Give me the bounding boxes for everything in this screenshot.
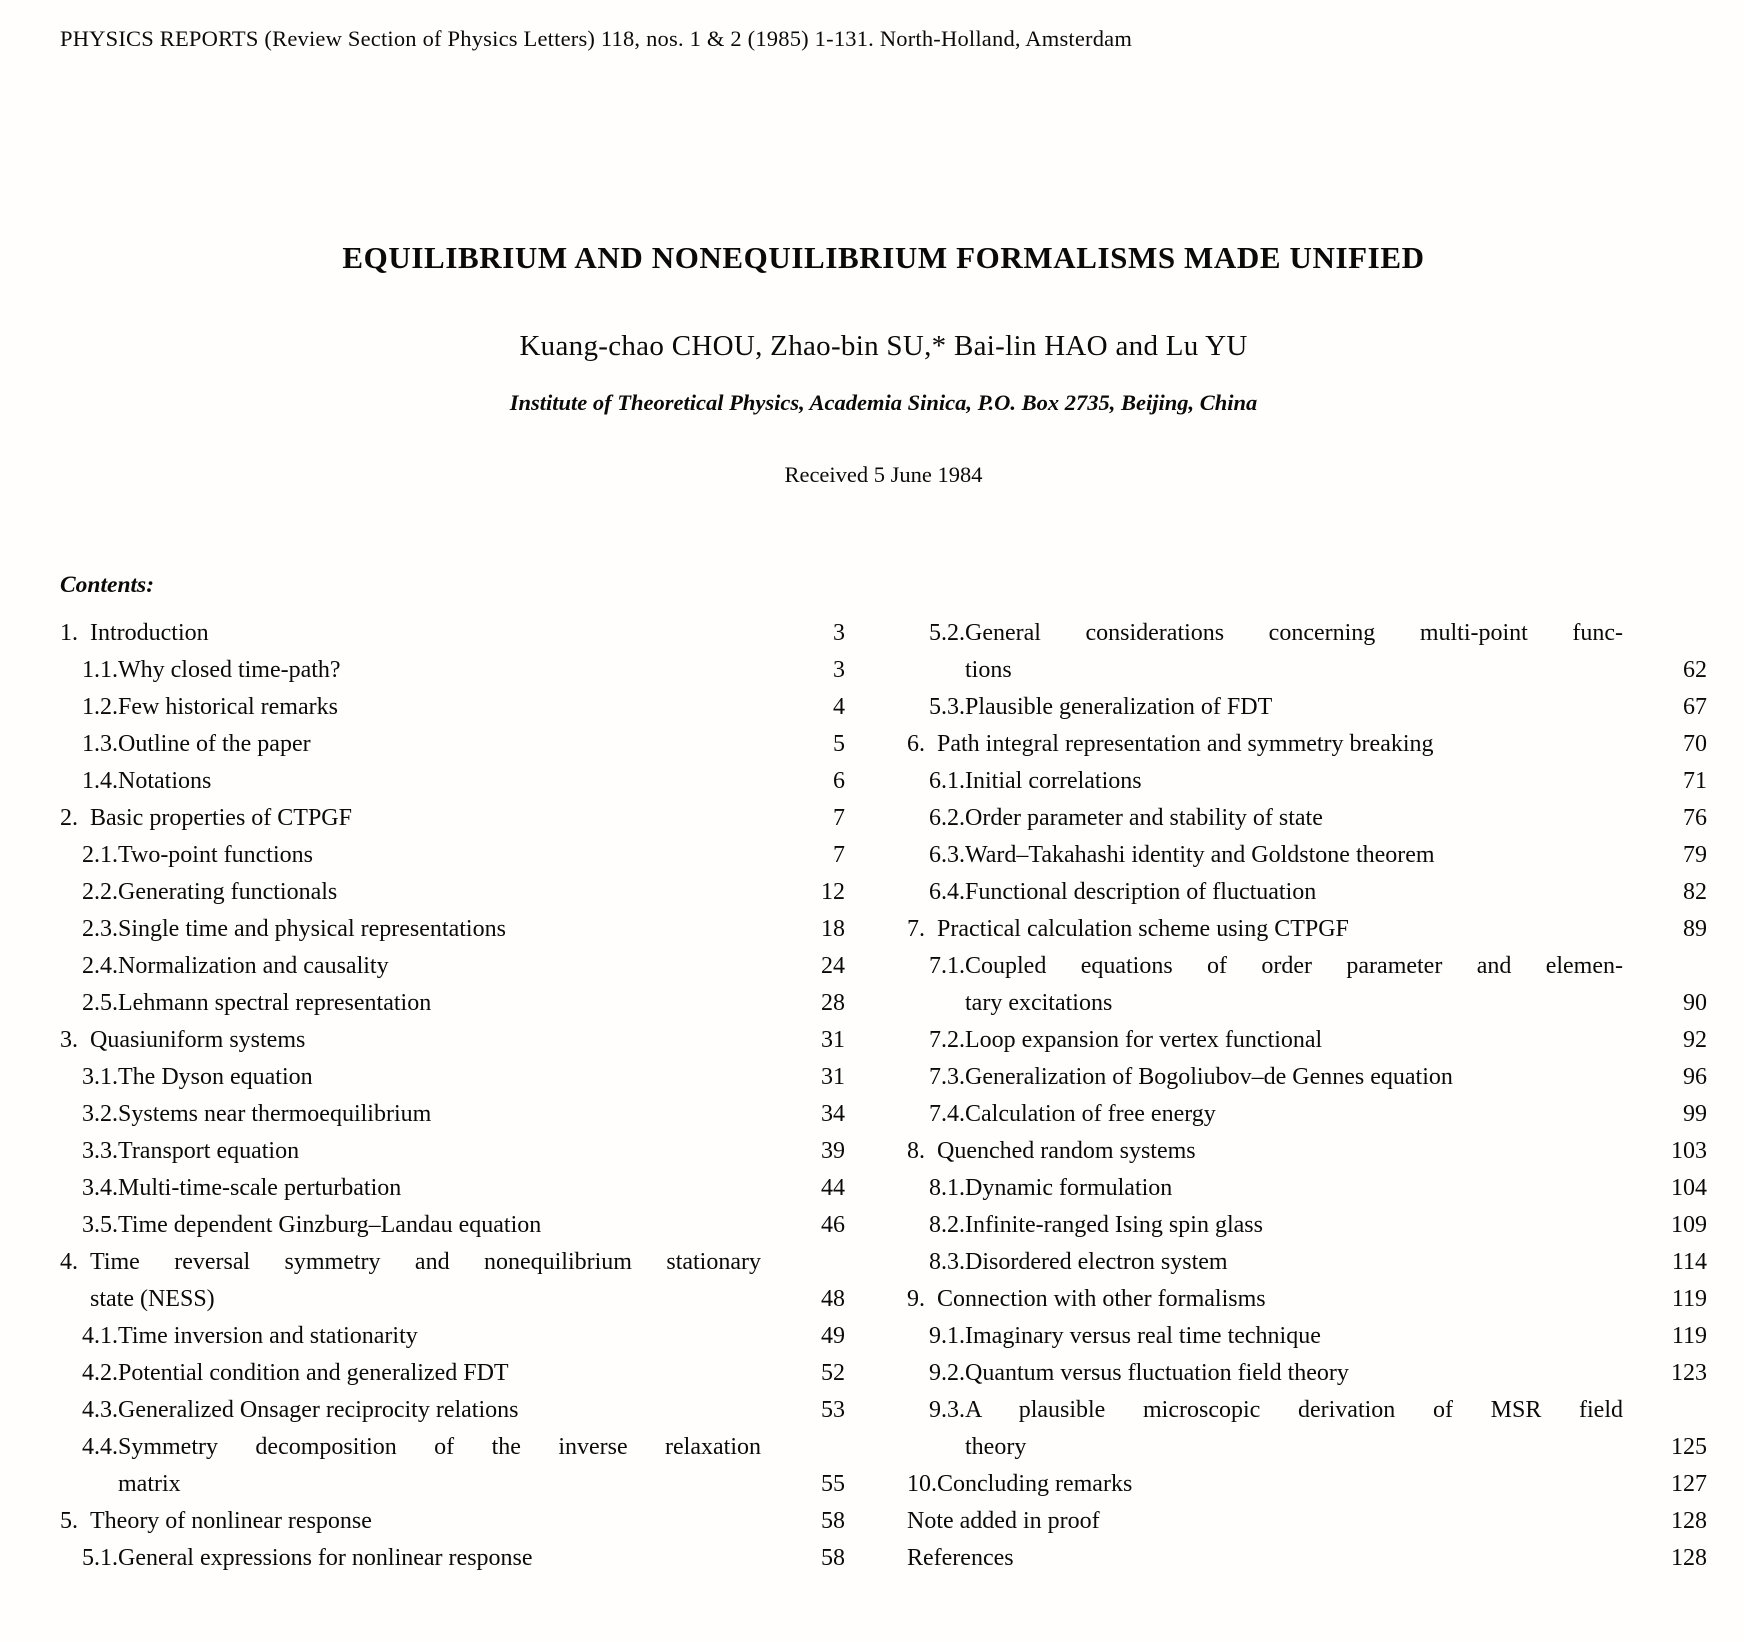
toc-entry-number: 7.3. [929, 1064, 965, 1090]
toc-entry-page: 46 [821, 1212, 845, 1238]
toc-entry-number: 4. [60, 1249, 78, 1275]
toc-entry-number: 9.3. [929, 1397, 965, 1423]
toc-entry-number: 5.1. [82, 1545, 118, 1571]
toc-entry-label [965, 837, 1623, 874]
toc-entry-page: 52 [821, 1360, 845, 1386]
toc-column-left [60, 615, 845, 1577]
toc-entry-number: 9. [907, 1286, 925, 1312]
toc-entry-page: 123 [1671, 1360, 1707, 1386]
toc-entry-number: 7.1. [929, 953, 965, 979]
toc-entry-label [965, 1355, 1623, 1392]
toc-entry-label [118, 874, 761, 911]
toc-entry [929, 948, 1707, 1022]
toc-entry-number: 1.1. [82, 657, 118, 683]
toc-entry-label [965, 1096, 1623, 1133]
toc-entry-label [907, 1503, 1623, 1540]
toc-entry-number: 2.1. [82, 842, 118, 868]
toc-entry [82, 948, 845, 985]
toc-entry-number: 5. [60, 1508, 78, 1534]
toc-entry-page: 127 [1671, 1471, 1707, 1497]
toc-entry-label-line: Time dependent Ginzburg–Landau equation [118, 1212, 542, 1238]
toc-entry-number: 7.4. [929, 1101, 965, 1127]
toc-entry-page: 128 [1671, 1545, 1707, 1571]
toc-entry-label-line: Generating functionals [118, 879, 338, 905]
toc-entry [60, 1022, 845, 1059]
toc-entry-label-line: Dynamic formulation [965, 1175, 1173, 1201]
paper-title: EQUILIBRIUM AND NONEQUILIBRIUM FORMALISMS MADE UNIFIED [342, 240, 1425, 275]
toc-entry-page: 71 [1683, 768, 1707, 794]
toc-entry [60, 1503, 845, 1540]
toc-entry-label-line: General expressions for nonlinear response [118, 1545, 533, 1571]
toc-entry [929, 763, 1707, 800]
toc-entry-label [965, 1059, 1623, 1096]
toc-entry-label [965, 763, 1623, 800]
toc-entry [929, 1244, 1707, 1281]
toc-entry-number: 2. [60, 805, 78, 831]
toc-entry-label [118, 689, 761, 726]
toc-entry-label-line: Basic properties of CTPGF [90, 805, 352, 831]
toc-entry [82, 763, 845, 800]
toc-entry-label [90, 1244, 761, 1318]
toc-entry-number: 3.3. [82, 1138, 118, 1164]
journal-header: PHYSICS REPORTS (Review Section of Physics Letters) 118, nos. 1 & 2 (1985) 1-131. North-Holland, Amsterdam [60, 26, 1133, 51]
toc-entry-label-line: Multi-time-scale perturbation [118, 1175, 402, 1201]
toc-entry [60, 1244, 845, 1318]
toc-entry-label [118, 911, 761, 948]
toc-entry-label-line: Quasiuniform systems [90, 1027, 306, 1053]
toc-entry [82, 1355, 845, 1392]
toc-entry-label-line: References [907, 1545, 1014, 1571]
toc-entry-page: 6 [833, 768, 845, 794]
toc-entry-number: 7. [907, 916, 925, 942]
toc-entry [82, 726, 845, 763]
toc-entry-label [965, 800, 1623, 837]
toc-entry [907, 726, 1707, 763]
toc-entry [929, 1207, 1707, 1244]
toc-entry-label-line: Loop expansion for vertex functional [965, 1027, 1323, 1053]
toc-entry-label-line: Potential condition and generalized FDT [118, 1360, 509, 1386]
toc-entry-page: 70 [1683, 731, 1707, 757]
toc-entry [929, 1392, 1707, 1466]
toc-entry-label-line: Initial correlations [965, 768, 1142, 794]
toc-entry-label-line: tary excitations [965, 990, 1113, 1016]
toc-entry [929, 1318, 1707, 1355]
toc-entry-label-line: Symmetry decomposition of the inverse relaxation [118, 1434, 761, 1460]
toc-entry [929, 1170, 1707, 1207]
toc-entry-page: 3 [833, 657, 845, 683]
toc-entry-label-line: Quantum versus fluctuation field theory [965, 1360, 1349, 1386]
toc-entry-page: 119 [1671, 1286, 1707, 1312]
toc-entry-label [965, 1207, 1623, 1244]
toc-entry-label [118, 837, 761, 874]
toc-entry [907, 1503, 1707, 1540]
toc-entry-label-line: Time inversion and stationarity [118, 1323, 418, 1349]
toc-entry-label [965, 874, 1623, 911]
toc-entry-label [965, 615, 1623, 689]
toc-entry-label [118, 985, 761, 1022]
toc-entry-label [118, 763, 761, 800]
toc-entry-page: 28 [821, 990, 845, 1016]
toc-entry-number: 2.5. [82, 990, 118, 1016]
toc-entry [60, 615, 845, 652]
toc-entry [929, 1355, 1707, 1392]
toc-entry-number: 2.4. [82, 953, 118, 979]
toc-entry-label [90, 615, 761, 652]
toc-entry-label-line: Systems near thermoequilibrium [118, 1101, 432, 1127]
toc-entry-label [937, 1466, 1623, 1503]
toc-entry-page: 114 [1671, 1249, 1707, 1275]
toc-entry-page: 96 [1683, 1064, 1707, 1090]
toc-entry-label-line: Path integral representation and symmetry breaking [937, 731, 1434, 757]
toc-entry-page: 3 [833, 620, 845, 646]
toc-entry-label-line: Single time and physical representations [118, 916, 506, 942]
toc-entry-label [118, 1540, 761, 1577]
toc-entry [907, 1540, 1707, 1577]
toc-entry-label [937, 1281, 1623, 1318]
toc-entry-number: 9.2. [929, 1360, 965, 1386]
toc-entry-label-line: Time reversal symmetry and nonequilibrium stationary [90, 1249, 761, 1275]
toc-entry-label [965, 1392, 1623, 1466]
toc-entry-label-line: Note added in proof [907, 1508, 1100, 1534]
toc-entry-page: 34 [821, 1101, 845, 1127]
authors-line: Kuang-chao CHOU, Zhao-bin SU,* Bai-lin HAO and Lu YU [519, 330, 1248, 362]
toc-entry [929, 615, 1707, 689]
toc-entry-number: 8.1. [929, 1175, 965, 1201]
toc-entry-label [90, 800, 761, 837]
toc-entry-page: 18 [821, 916, 845, 942]
toc-entry-number: 1.2. [82, 694, 118, 720]
toc-entry [82, 1429, 845, 1503]
toc-entry-label-line: Quenched random systems [937, 1138, 1196, 1164]
toc-entry [82, 911, 845, 948]
toc-entry-label-line: Lehmann spectral representation [118, 990, 432, 1016]
toc-entry-number: 8.3. [929, 1249, 965, 1275]
toc-entry-number: 5.2. [929, 620, 965, 646]
toc-entry-page: 12 [821, 879, 845, 905]
toc-entry-number: 4.2. [82, 1360, 118, 1386]
toc-entry-label-line: matrix [118, 1471, 181, 1497]
toc-entry-label-line: Practical calculation scheme using CTPGF [937, 916, 1349, 942]
toc-entry-page: 48 [821, 1286, 845, 1312]
toc-entry [929, 800, 1707, 837]
toc-entry-label [118, 1133, 761, 1170]
toc-entry-page: 49 [821, 1323, 845, 1349]
toc-entry-label-line: Ward–Takahashi identity and Goldstone theorem [965, 842, 1435, 868]
toc-entry-label [965, 948, 1623, 1022]
toc-entry-number: 7.2. [929, 1027, 965, 1053]
toc-entry-label [118, 1059, 761, 1096]
toc-entry [82, 1096, 845, 1133]
toc-entry-label [965, 1244, 1623, 1281]
toc-entry-number: 2.2. [82, 879, 118, 905]
toc-entry-number: 6.3. [929, 842, 965, 868]
toc-entry-label-line: tions [965, 657, 1012, 683]
toc-entry [82, 985, 845, 1022]
toc-entry-label [118, 1170, 761, 1207]
toc-entry [82, 689, 845, 726]
toc-entry-number: 4.4. [82, 1434, 118, 1460]
toc-entry-page: 39 [821, 1138, 845, 1164]
toc-entry-page: 58 [821, 1545, 845, 1571]
toc-entry-label [907, 1540, 1623, 1577]
toc-entry [907, 1281, 1707, 1318]
toc-entry [60, 800, 845, 837]
received-date: Received 5 June 1984 [784, 462, 983, 487]
toc-entry [82, 1170, 845, 1207]
toc-entry-number: 6.4. [929, 879, 965, 905]
toc-entry-label [118, 1429, 761, 1503]
toc-entry-label-line: A plausible microscopic derivation of MSR field [965, 1397, 1623, 1423]
toc-entry-page: 104 [1671, 1175, 1707, 1201]
toc-entry-page: 31 [821, 1064, 845, 1090]
toc-entry-page: 55 [821, 1471, 845, 1497]
toc-entry-number: 9.1. [929, 1323, 965, 1349]
toc-entry-label [118, 1355, 761, 1392]
toc-entry [929, 874, 1707, 911]
toc-entry-page: 92 [1683, 1027, 1707, 1053]
toc-entry-label-line: Infinite-ranged Ising spin glass [965, 1212, 1263, 1238]
toc-entry-page: 53 [821, 1397, 845, 1423]
toc-entry-number: 3.5. [82, 1212, 118, 1238]
toc-entry-page: 109 [1671, 1212, 1707, 1238]
toc-entry-label-line: Why closed time-path? [118, 657, 341, 683]
toc-entry [82, 837, 845, 874]
toc-entry-number: 1. [60, 620, 78, 646]
toc-entry-label-line: Connection with other formalisms [937, 1286, 1266, 1312]
toc-entry-label-line: state (NESS) [90, 1286, 215, 1312]
toc-entry-page: 79 [1683, 842, 1707, 868]
toc-entry [907, 1133, 1707, 1170]
toc-entry-number: 8.2. [929, 1212, 965, 1238]
toc-entry-page: 7 [833, 805, 845, 831]
toc-entry [929, 837, 1707, 874]
toc-entry-page: 7 [833, 842, 845, 868]
contents-label: Contents: [60, 572, 155, 598]
toc-entry-page: 103 [1671, 1138, 1707, 1164]
toc-entry-label-line: Coupled equations of order parameter and elemen- [965, 953, 1623, 979]
toc-entry-label-line: The Dyson equation [118, 1064, 313, 1090]
toc-entry [82, 1207, 845, 1244]
toc-entry-label [90, 1022, 761, 1059]
toc-entry-label-line: Notations [118, 768, 212, 794]
toc-entry-number: 3.1. [82, 1064, 118, 1090]
toc-entry-label [937, 911, 1623, 948]
toc-entry-page: 5 [833, 731, 845, 757]
toc-entry-page: 99 [1683, 1101, 1707, 1127]
toc-entry-label-line: Generalized Onsager reciprocity relations [118, 1397, 519, 1423]
toc-entry-page: 89 [1683, 916, 1707, 942]
toc-entry-label [118, 1392, 761, 1429]
toc-entry [82, 1059, 845, 1096]
toc-entry-number: 8. [907, 1138, 925, 1164]
toc-entry-page: 90 [1683, 990, 1707, 1016]
toc-entry-label-line: Introduction [90, 620, 209, 646]
toc-entry [82, 1133, 845, 1170]
toc-entry-label-line: Normalization and causality [118, 953, 389, 979]
toc-entry-page: 128 [1671, 1508, 1707, 1534]
toc-entry-label-line: Concluding remarks [937, 1471, 1133, 1497]
toc-entry-label-line: Functional description of fluctuation [965, 879, 1317, 905]
toc-entry-number: 1.4. [82, 768, 118, 794]
toc-entry-label [965, 689, 1623, 726]
toc-entry-number: 3.4. [82, 1175, 118, 1201]
toc-entry-label [937, 1133, 1623, 1170]
table-of-contents [60, 615, 1707, 1577]
toc-entry [907, 1466, 1707, 1503]
toc-entry [929, 689, 1707, 726]
toc-entry-page: 24 [821, 953, 845, 979]
toc-entry-label [965, 1318, 1623, 1355]
toc-entry-number: 6. [907, 731, 925, 757]
toc-entry-label-line: Calculation of free energy [965, 1101, 1216, 1127]
toc-entry-page: 82 [1683, 879, 1707, 905]
toc-entry-label-line: Disordered electron system [965, 1249, 1228, 1275]
toc-entry-label-line: Theory of nonlinear response [90, 1508, 372, 1534]
toc-entry-number: 3.2. [82, 1101, 118, 1127]
toc-entry-label-line: Generalization of Bogoliubov–de Gennes equation [965, 1064, 1453, 1090]
affiliation: Institute of Theoretical Physics, Academia Sinica, P.O. Box 2735, Beijing, China [509, 390, 1258, 415]
toc-entry-page: 4 [833, 694, 845, 720]
toc-entry-label-line: Imaginary versus real time technique [965, 1323, 1321, 1349]
toc-entry-label [118, 1096, 761, 1133]
toc-entry-label-line: Plausible generalization of FDT [965, 694, 1273, 720]
toc-entry-page: 44 [821, 1175, 845, 1201]
toc-entry-label [118, 1318, 761, 1355]
toc-entry-label [965, 1170, 1623, 1207]
toc-entry-label [90, 1503, 761, 1540]
toc-entry-page: 119 [1671, 1323, 1707, 1349]
toc-entry [929, 1022, 1707, 1059]
toc-entry [82, 1318, 845, 1355]
toc-entry [929, 1059, 1707, 1096]
toc-entry-label-line: theory [965, 1434, 1027, 1460]
toc-entry-number: 10. [907, 1471, 937, 1497]
toc-entry-number: 3. [60, 1027, 78, 1053]
toc-entry [929, 1096, 1707, 1133]
toc-entry [82, 874, 845, 911]
toc-entry-number: 5.3. [929, 694, 965, 720]
toc-entry-page: 125 [1671, 1434, 1707, 1460]
toc-entry-number: 1.3. [82, 731, 118, 757]
toc-entry-label [118, 1207, 761, 1244]
toc-entry [82, 1392, 845, 1429]
toc-entry-number: 4.1. [82, 1323, 118, 1349]
toc-entry-page: 76 [1683, 805, 1707, 831]
toc-entry-label-line: General considerations concerning multi-point func- [965, 620, 1623, 646]
toc-entry-label [937, 726, 1623, 763]
toc-entry-page: 62 [1683, 657, 1707, 683]
toc-entry-number: 2.3. [82, 916, 118, 942]
toc-entry-label [965, 1022, 1623, 1059]
toc-entry-label-line: Transport equation [118, 1138, 300, 1164]
toc-entry-number: 6.1. [929, 768, 965, 794]
toc-entry [82, 652, 845, 689]
toc-entry-label-line: Two-point functions [118, 842, 313, 868]
toc-entry-label [118, 726, 761, 763]
toc-entry [907, 911, 1707, 948]
toc-entry-page: 58 [821, 1508, 845, 1534]
toc-entry-page: 67 [1683, 694, 1707, 720]
toc-entry-number: 4.3. [82, 1397, 118, 1423]
toc-entry-page: 31 [821, 1027, 845, 1053]
toc-entry-label-line: Order parameter and stability of state [965, 805, 1323, 831]
toc-entry-number: 6.2. [929, 805, 965, 831]
toc-entry-label [118, 948, 761, 985]
toc-entry [82, 1540, 845, 1577]
toc-entry-label [118, 652, 761, 689]
toc-entry-label-line: Outline of the paper [118, 731, 311, 757]
toc-entry-label-line: Few historical remarks [118, 694, 338, 720]
toc-column-right [907, 615, 1707, 1577]
